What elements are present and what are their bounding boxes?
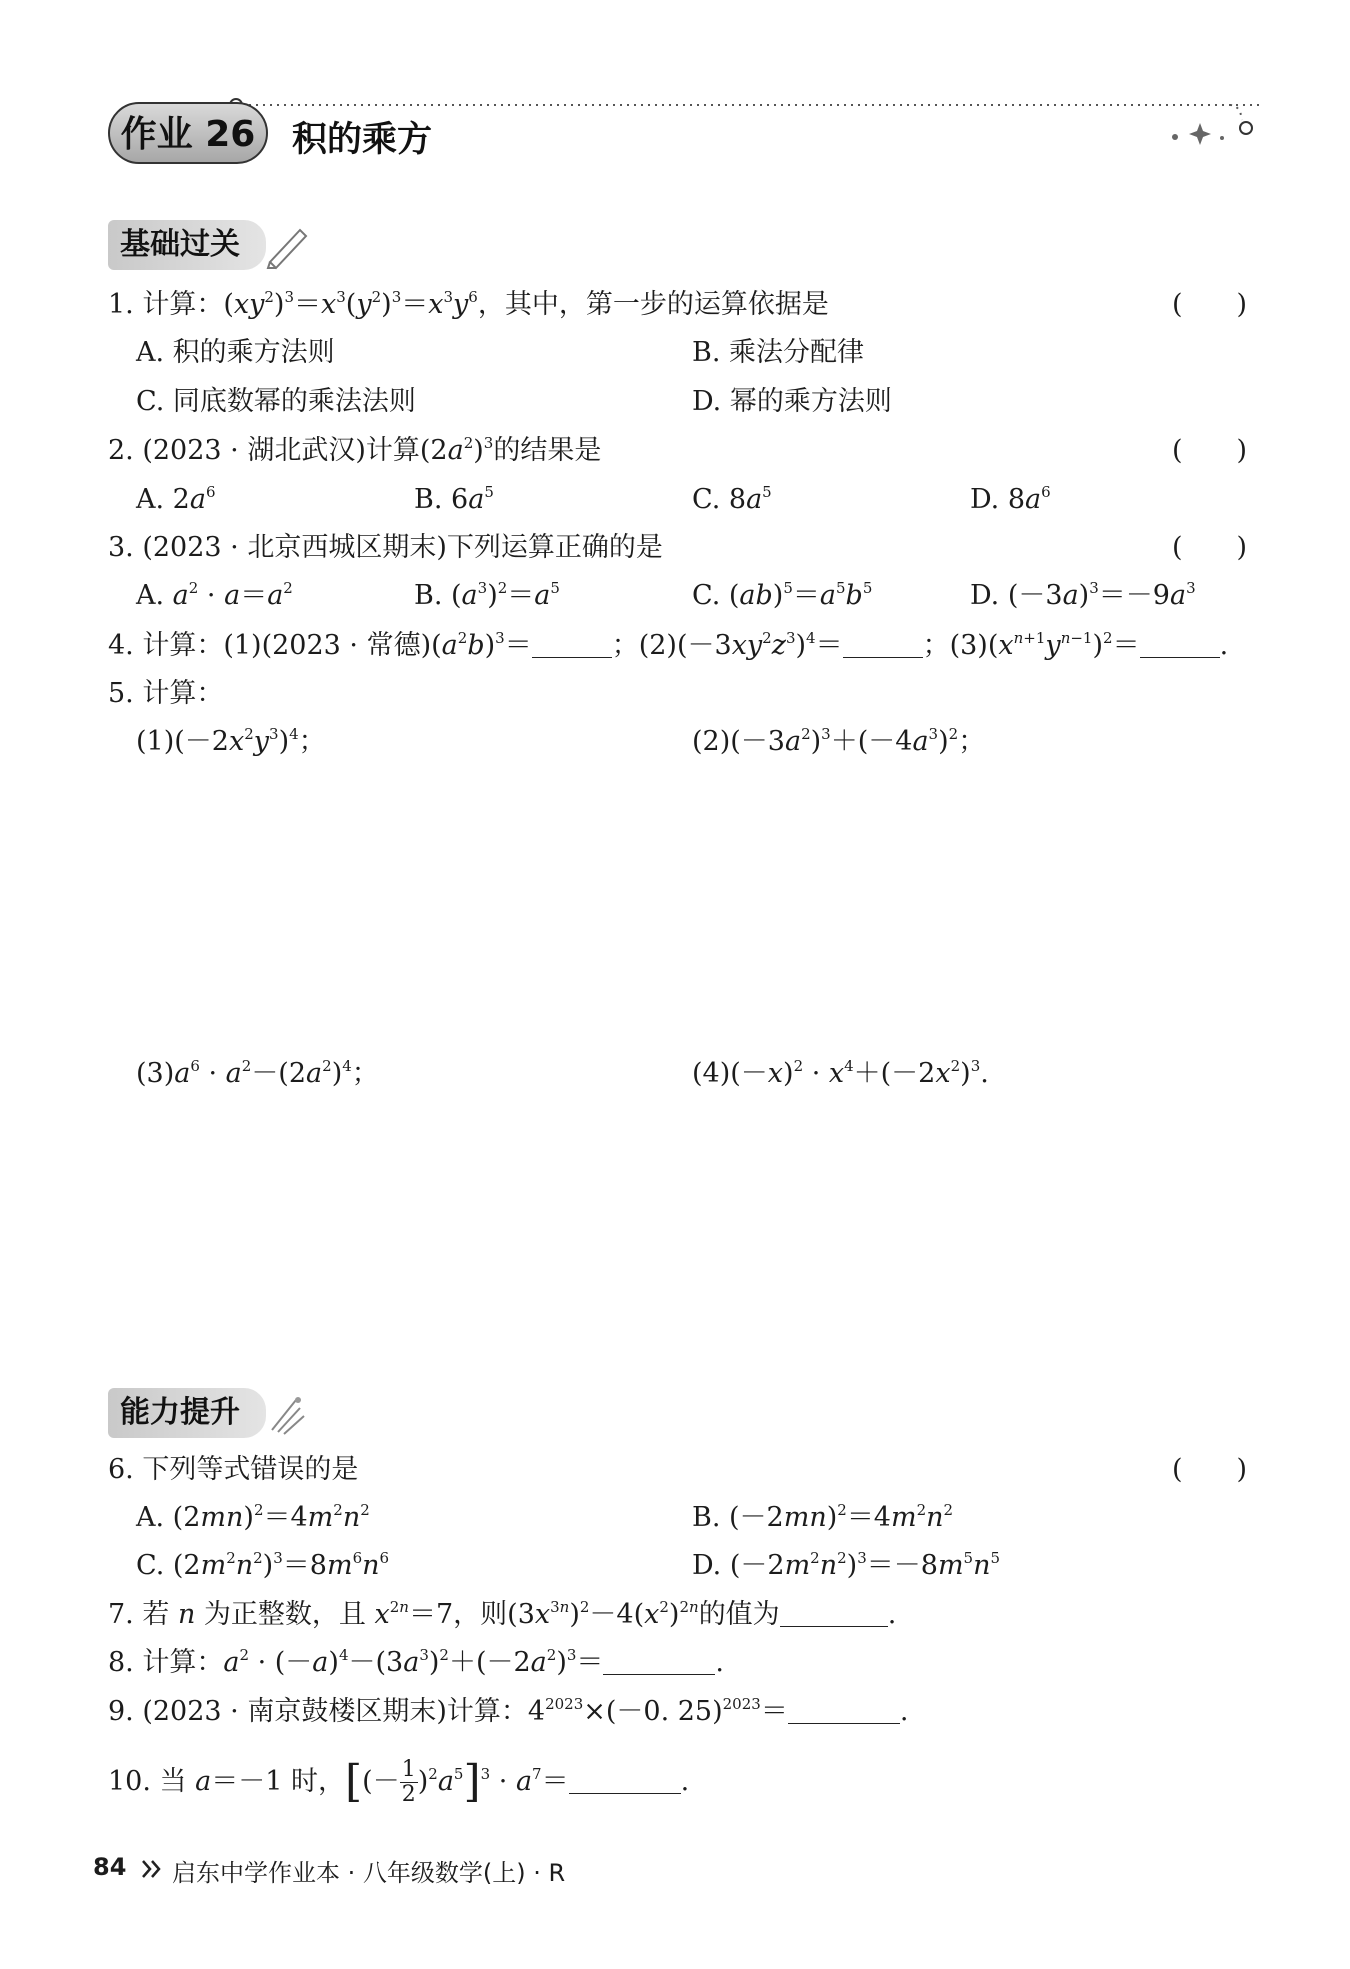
question-1-option-a: A. 积的乘方法则 (136, 337, 335, 368)
homework-title: 积的乘方 (292, 120, 433, 160)
question-5-part-1: $(1)(-2x^2y^3)^4$； (136, 725, 326, 757)
question-9-stem: 9. (2023 · 南京鼓楼区期末)计算：$4^{2023}\times(-0$. 25)$^{2023}$＝ . (108, 1695, 909, 1727)
question-5-stem: 5. 计算： (108, 678, 224, 709)
question-3-answer-paren: ( ) (1172, 532, 1248, 563)
section-tag-advanced (108, 1388, 266, 1438)
homework-number-badge: 作业 26 (108, 102, 268, 164)
question-6-answer-paren: ( ) (1172, 1454, 1248, 1485)
question-5-part-2: $(2)(-3a^2)^3+(-4a^3)^2$； (692, 725, 986, 757)
question-3-option-a: A. $a^2 \cdot a=a^2$ (136, 579, 293, 611)
question-10-stem: 10. 当 a＝－1 时，[(－ $\frac{1}{2}$ )$^2a^5]^3 \cdot a^7=$ . (108, 1756, 690, 1807)
question-1-option-d: D. 幂的乘方法则 (692, 386, 892, 417)
pencil-icon (262, 222, 310, 270)
question-3-option-d: D. $(-3a)^3=-9a^3$ (970, 579, 1196, 611)
question-2-option-a: A. $2a^6$ (136, 483, 216, 515)
question-2-answer-paren: ( ) (1172, 435, 1248, 466)
double-chevron-icon (140, 1858, 164, 1880)
question-6-option-d: D. $(-2m^2n^2)^3=-8m^5n^5$ (692, 1549, 1001, 1581)
question-2-option-c: C. $8a^5$ (692, 483, 772, 515)
sparkle-icon (262, 1390, 310, 1438)
question-10-blank[interactable] (569, 1765, 681, 1794)
question-7-stem: 7. 若 n 为正整数，且 $x^{2n}=7$，则$(3x^{3n})^2-4(x^2)^{2n}$的值为 . (108, 1598, 897, 1630)
section-advanced-label: 能力提升 (120, 1395, 240, 1430)
question-5-part-4: $(4)(-x)^2 \cdot x^4+(-2x^2)^3$. (692, 1057, 989, 1089)
question-6-stem: 6. 下列等式错误的是 (108, 1454, 359, 1485)
question-4-blank-3[interactable] (1140, 629, 1220, 658)
footer-book-title: 启东中学作业本 · 八年级数学(上) · R (172, 1859, 566, 1887)
question-2-option-b: B. $6a^5$ (414, 483, 494, 515)
page-number: 84 (93, 1853, 127, 1881)
header-decoration (100, 95, 1260, 145)
question-6-option-c: C. $(2m^2n^2)^3=8m^6n^6$ (136, 1549, 390, 1581)
question-9-blank[interactable] (788, 1695, 900, 1724)
question-3-stem: 3. (2023 · 北京西城区期末)下列运算正确的是 (108, 532, 663, 563)
question-6-option-b: B. $(-2mn)^2=4m^2n^2$ (692, 1501, 954, 1533)
question-7-blank[interactable] (780, 1598, 888, 1627)
question-1-option-b: B. 乘法分配律 (692, 337, 865, 368)
question-8-blank[interactable] (603, 1646, 715, 1675)
question-1-option-c: C. 同底数幂的乘法法则 (136, 386, 416, 417)
question-2-option-d: D. $8a^6$ (970, 483, 1051, 515)
question-5-part-3: $(3)a^6 \cdot a^2-(2a^2)^4$； (136, 1057, 379, 1089)
question-8-stem: 8. 计算：$a^2 \cdot (-a)^4-(3a^3)^2+(-2a^2)^3=$ . (108, 1646, 725, 1678)
section-basic-label: 基础过关 (120, 227, 240, 262)
question-1-stem: 1. 计算：$(xy^2)^3=x^3(y^2)^3=x^3y^6$，其中，第一步的运算依据是 (108, 288, 829, 320)
question-4-blank-2[interactable] (843, 629, 923, 658)
question-2-stem: 2. (2023 · 湖北武汉)计算$(2a^2)^3$的结果是 (108, 434, 602, 466)
question-1-answer-paren: ( ) (1172, 289, 1248, 320)
question-4-stem: 4. 计算：(1)(2023 · 常德)$(a^2b)^3=$ ；$(2)(-3xy^2z^3)^4=$ ；$(3)(x^{n+1}y^{n-1})^2=$ . (108, 629, 1229, 661)
question-3-option-b: B. $(a^3)^2=a^5$ (414, 579, 560, 611)
section-tag-basic (108, 220, 266, 270)
question-4-blank-1[interactable] (532, 629, 612, 658)
question-6-option-a: A. $(2mn)^2=4m^2n^2$ (136, 1501, 370, 1533)
question-3-option-c: C. $(ab)^5=a^5b^5$ (692, 579, 873, 611)
